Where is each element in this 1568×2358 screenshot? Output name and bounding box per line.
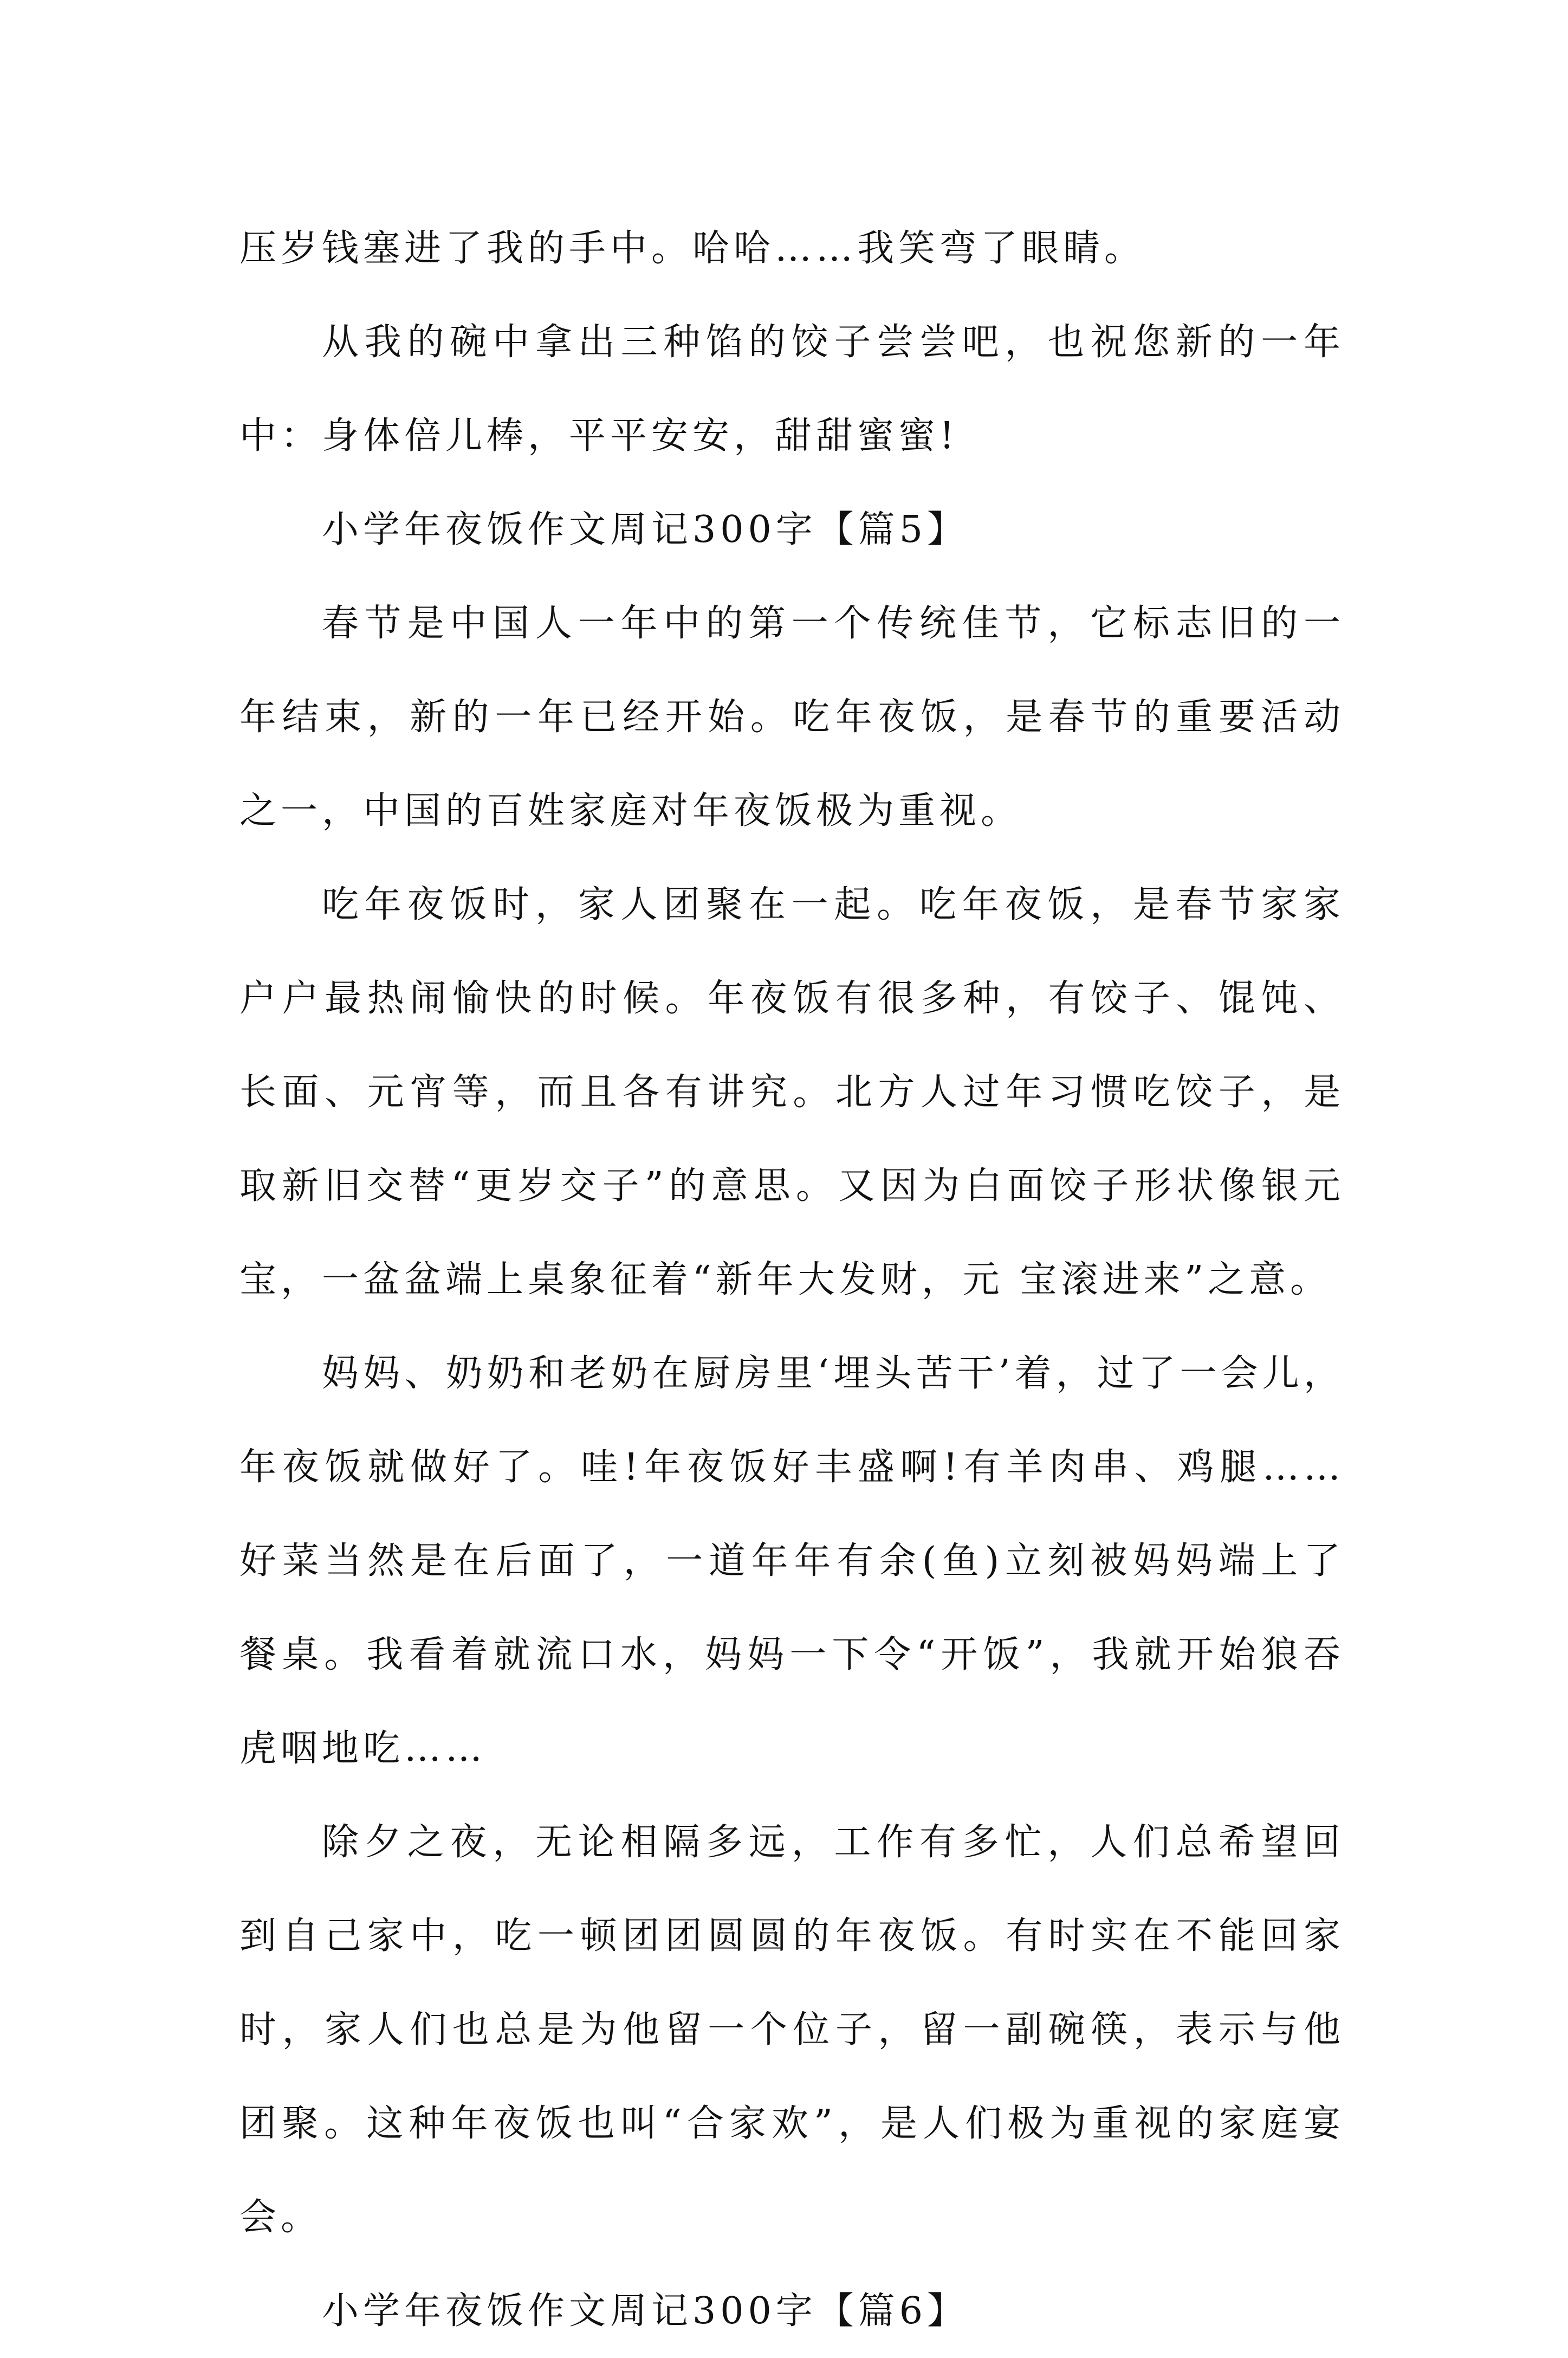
section-heading-6: 小学年夜饭作文周记300字【篇6】 — [322, 2290, 969, 2333]
paragraph-kitchen: 妈妈、奶奶和老奶在厨房里‘埋头苦干’着，过了一会儿，年夜饭就做好了。哇!年夜饭好丰盛啊!有羊肉串、鸡腿……好菜当然是在后面了，一道年年有余(鱼)立刻被妈妈端上了餐桌。我看着就流口水，妈妈一下令“开饭”，我就开始狼吞虎咽地吃…… — [239, 1352, 1345, 1770]
continuation-paragraph: 压岁钱塞进了我的手中。哈哈……我笑弯了眼睛。 — [239, 227, 1146, 270]
paragraph-new-years-eve: 除夕之夜，无论相隔多远，工作有多忙，人们总希望回到自己家中，吃一顿团团圆圆的年夜饭。有时实在不能回家时，家人们也总是为他留一个位子，留一副碗筷，表示与他团聚。这种年夜饭也叫“合家欢”，是人们极为重视的家庭宴会。 — [239, 1821, 1345, 2239]
paragraph-blessing: 从我的碗中拿出三种馅的饺子尝尝吧，也祝您新的一年中：身体倍儿棒，平平安安，甜甜蜜蜜! — [239, 321, 1345, 457]
text-column — [239, 202, 1345, 2358]
paragraph-dumplings: 吃年夜饭时，家人团聚在一起。吃年夜饭，是春节家家户户最热闹愉快的时候。年夜饭有很多种，有饺子、馄饨、长面、元宵等，而且各有讲究。北方人过年习惯吃饺子，是取新旧交替“更岁交子”的意思。又因为白面饺子形状像银元 宝，一盆盆端上桌象征着“新年大发财，元 宝滚进来”之意。 — [239, 883, 1345, 1301]
paragraph-spring-festival: 春节是中国人一年中的第一个传统佳节，它标志旧的一年结束，新的一年已经开始。吃年夜饭，是春节的重要活动之一，中国的百姓家庭对年夜饭极为重视。 — [239, 602, 1345, 832]
section-heading-5: 小学年夜饭作文周记300字【篇5】 — [322, 508, 969, 551]
